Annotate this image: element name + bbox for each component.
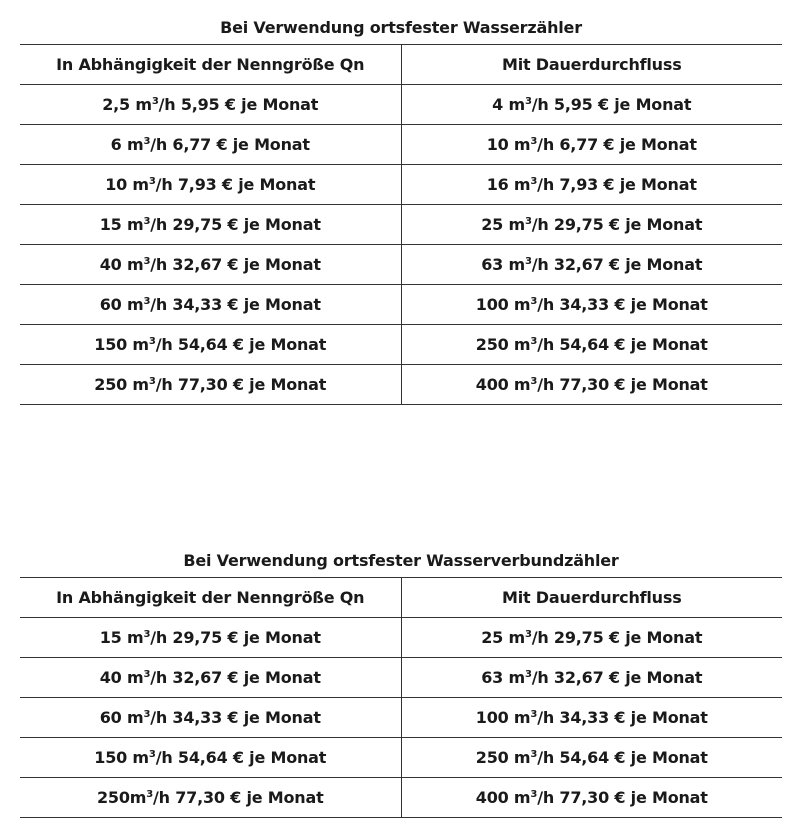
superscript-3: 3	[524, 96, 532, 107]
table-caption: Bei Verwendung ortsfester Wasserverbundzähler	[183, 551, 619, 570]
cell-value: /h 77,30 € je Monat	[537, 788, 708, 807]
superscript-3: 3	[143, 296, 151, 307]
cell-value: 150 m	[94, 748, 149, 767]
cell-value: 25 m	[481, 628, 525, 647]
superscript-3: 3	[524, 256, 532, 267]
table-row	[20, 125, 782, 165]
compound-meter-fee-section	[20, 533, 782, 818]
cell-value: /h 6,77 € je Monat	[150, 135, 310, 154]
cell-value: /h 7,93 € je Monat	[537, 175, 697, 194]
cell-continuous-flow	[401, 125, 782, 165]
cell-value: 6 m	[110, 135, 144, 154]
cell-continuous-flow	[401, 85, 782, 125]
cell-nominal-size	[20, 165, 401, 205]
superscript-3: 3	[524, 216, 532, 227]
cell-nominal-size	[20, 698, 401, 738]
cell-value: 250 m	[475, 335, 531, 354]
table-row	[20, 285, 782, 325]
cell-value: /h 32,67 € je Monat	[531, 668, 703, 687]
cell-nominal-size	[20, 325, 401, 365]
superscript-3: 3	[143, 136, 151, 147]
superscript-3: 3	[143, 669, 151, 680]
superscript-3: 3	[530, 709, 538, 720]
cell-continuous-flow	[401, 165, 782, 205]
superscript-3: 3	[151, 96, 159, 107]
superscript-3: 3	[148, 176, 156, 187]
cell-value: /h 34,33 € je Monat	[537, 708, 708, 727]
cell-value: 15 m	[99, 215, 144, 234]
cell-nominal-size	[20, 738, 401, 778]
cell-value: 15 m	[99, 628, 144, 647]
cell-value: 400 m	[475, 375, 531, 394]
superscript-3: 3	[524, 669, 532, 680]
header-continuous-flow: Mit Dauerdurchfluss	[401, 45, 782, 85]
cell-continuous-flow	[401, 738, 782, 778]
table-row	[20, 738, 782, 778]
cell-continuous-flow	[401, 698, 782, 738]
cell-value: /h 29,75 € je Monat	[531, 628, 703, 647]
cell-nominal-size	[20, 365, 401, 405]
table-caption: Bei Verwendung ortsfester Wasserzähler	[220, 18, 582, 37]
cell-continuous-flow	[401, 285, 782, 325]
table-row	[20, 205, 782, 245]
cell-value: /h 5,95 € je Monat	[158, 95, 319, 114]
cell-value: 63 m	[481, 255, 525, 274]
cell-value: /h 34,33 € je Monat	[537, 295, 708, 314]
cell-nominal-size	[20, 618, 401, 658]
superscript-3: 3	[143, 629, 151, 640]
cell-continuous-flow	[401, 365, 782, 405]
cell-value: /h 6,77 € je Monat	[537, 135, 697, 154]
cell-value: /h 29,75 € je Monat	[150, 628, 321, 647]
table-header-row	[20, 578, 782, 618]
cell-continuous-flow	[401, 618, 782, 658]
cell-continuous-flow	[401, 245, 782, 285]
table-row	[20, 698, 782, 738]
cell-continuous-flow	[401, 325, 782, 365]
table-row	[20, 365, 782, 405]
meter-fee-section	[20, 0, 782, 405]
cell-value: /h 77,30 € je Monat	[153, 788, 324, 807]
table-row	[20, 165, 782, 205]
cell-value: /h 29,75 € je Monat	[150, 215, 321, 234]
cell-nominal-size	[20, 125, 401, 165]
cell-value: /h 77,30 € je Monat	[155, 375, 327, 394]
table-row	[20, 618, 782, 658]
header-nominal-size: In Abhängigkeit der Nenngröße Qn	[20, 45, 401, 85]
cell-value: 60 m	[99, 295, 144, 314]
cell-continuous-flow	[401, 778, 782, 818]
cell-value: 40 m	[99, 255, 144, 274]
superscript-3: 3	[148, 336, 156, 347]
table-row	[20, 658, 782, 698]
cell-value: /h 34,33 € je Monat	[150, 708, 321, 727]
superscript-3: 3	[530, 749, 538, 760]
cell-nominal-size	[20, 205, 401, 245]
cell-value: 250 m	[475, 748, 531, 767]
cell-value: 150 m	[94, 335, 149, 354]
cell-continuous-flow	[401, 205, 782, 245]
table-row	[20, 325, 782, 365]
cell-value: /h 5,95 € je Monat	[531, 95, 692, 114]
fee-table-water-meters	[20, 44, 782, 405]
superscript-3: 3	[524, 629, 532, 640]
cell-nominal-size	[20, 285, 401, 325]
header-nominal-size: In Abhängigkeit der Nenngröße Qn	[20, 578, 401, 618]
cell-value: /h 29,75 € je Monat	[531, 215, 703, 234]
cell-nominal-size	[20, 778, 401, 818]
cell-value: /h 54,64 € je Monat	[155, 748, 327, 767]
superscript-3: 3	[530, 336, 538, 347]
superscript-3: 3	[143, 216, 151, 227]
cell-value: 63 m	[481, 668, 525, 687]
superscript-3: 3	[143, 709, 151, 720]
cell-value: /h 7,93 € je Monat	[155, 175, 316, 194]
table-header-row	[20, 45, 782, 85]
cell-value: 60 m	[99, 708, 144, 727]
cell-value: 2,5 m	[102, 95, 152, 114]
cell-value: /h 32,67 € je Monat	[150, 255, 321, 274]
cell-value: /h 54,64 € je Monat	[155, 335, 327, 354]
table-row	[20, 778, 782, 818]
header-continuous-flow: Mit Dauerdurchfluss	[401, 578, 782, 618]
cell-value: /h 77,30 € je Monat	[537, 375, 708, 394]
cell-value: 10 m	[105, 175, 149, 194]
superscript-3: 3	[530, 176, 538, 187]
cell-value: 250m	[96, 788, 147, 807]
superscript-3: 3	[143, 256, 151, 267]
cell-value: 10 m	[486, 135, 531, 154]
cell-value: 16 m	[486, 175, 531, 194]
cell-value: 25 m	[481, 215, 525, 234]
cell-value: 250 m	[94, 375, 149, 394]
superscript-3: 3	[148, 749, 156, 760]
cell-value: /h 32,67 € je Monat	[531, 255, 703, 274]
cell-nominal-size	[20, 658, 401, 698]
superscript-3: 3	[530, 296, 538, 307]
cell-value: /h 54,64 € je Monat	[537, 748, 708, 767]
superscript-3: 3	[530, 376, 538, 387]
cell-value: 100 m	[475, 708, 531, 727]
cell-value: 100 m	[475, 295, 531, 314]
superscript-3: 3	[148, 376, 156, 387]
cell-nominal-size	[20, 85, 401, 125]
cell-value: 40 m	[99, 668, 144, 687]
table-row	[20, 245, 782, 285]
table-row	[20, 85, 782, 125]
cell-value: 4 m	[492, 95, 525, 114]
cell-continuous-flow	[401, 658, 782, 698]
cell-value: /h 32,67 € je Monat	[150, 668, 321, 687]
cell-value: /h 54,64 € je Monat	[537, 335, 708, 354]
cell-value: 400 m	[475, 788, 531, 807]
fee-table-compound-meters	[20, 577, 782, 818]
cell-value: /h 34,33 € je Monat	[150, 295, 321, 314]
superscript-3: 3	[530, 136, 538, 147]
cell-nominal-size	[20, 245, 401, 285]
superscript-3: 3	[530, 789, 538, 800]
superscript-3: 3	[146, 789, 153, 800]
